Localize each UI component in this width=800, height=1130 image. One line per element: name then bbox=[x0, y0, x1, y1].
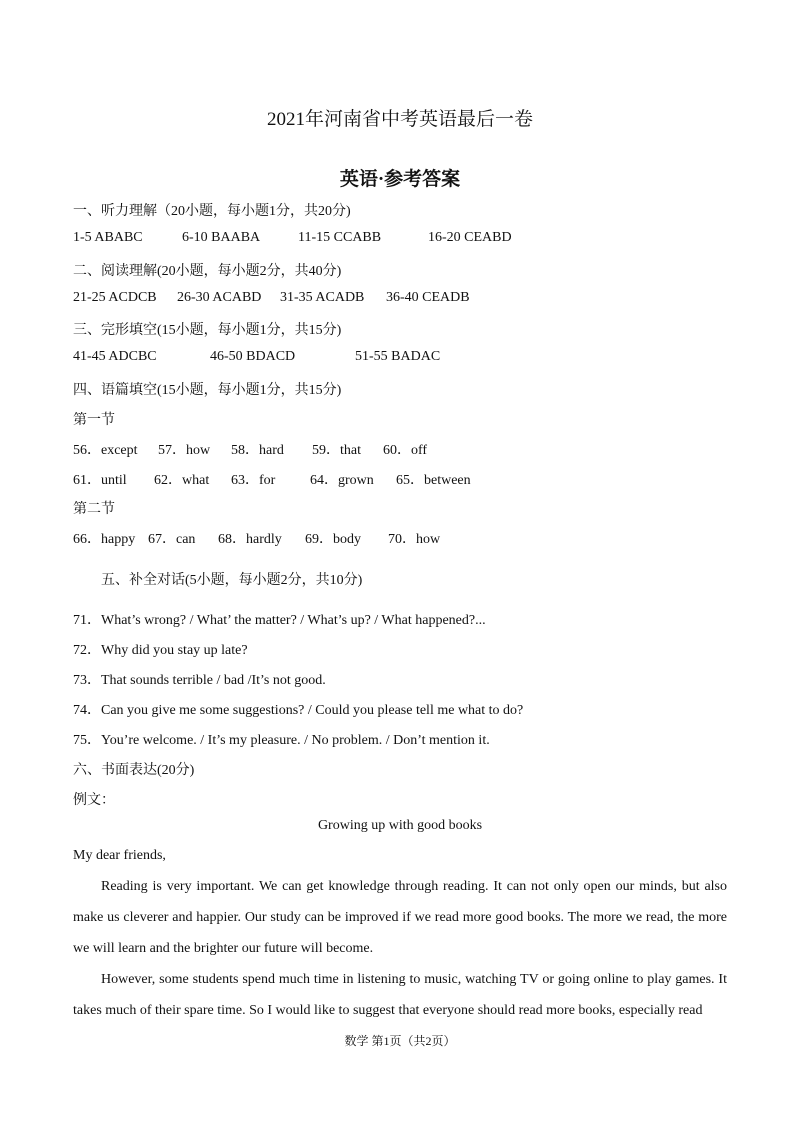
answer-group: 6-10 BAABA bbox=[182, 230, 261, 245]
section-heading-writing: 六、书面表达(20分) bbox=[73, 763, 195, 778]
answer-group: 1-5 ABABC bbox=[73, 230, 143, 245]
answer-group: 31-35 ACADB bbox=[280, 290, 365, 305]
example-label: 例文： bbox=[73, 793, 115, 808]
word-answer: 60．off bbox=[383, 443, 428, 458]
part-label-2: 第二节 bbox=[73, 502, 115, 517]
word-answer: 61．until bbox=[73, 473, 127, 488]
section-heading-reading: 二、阅读理解(20小题，每小题2分，共40分) bbox=[73, 264, 342, 279]
answer-group: 46-50 BDACD bbox=[210, 349, 296, 364]
section-heading-dialogue: 五、补全对话(5小题，每小题2分，共10分) bbox=[101, 573, 363, 588]
answer-group: 21-25 ACDCB bbox=[73, 290, 157, 305]
word-answer: 67．can bbox=[148, 532, 196, 547]
dialogue-answer: 74．Can you give me some suggestions? / Could you please tell me what to do? bbox=[73, 703, 524, 718]
word-answer: 57．how bbox=[158, 443, 211, 458]
word-answer: 68．hardly bbox=[218, 532, 282, 547]
answer-group: 16-20 CEABD bbox=[428, 230, 512, 245]
word-answer: 59．that bbox=[312, 443, 361, 458]
word-answer: 62．what bbox=[154, 473, 210, 488]
section-heading-cloze: 三、完形填空(15小题，每小题1分，共15分) bbox=[73, 323, 342, 338]
answer-group: 36-40 CEADB bbox=[386, 290, 470, 305]
dialogue-answer: 75．You’re welcome. / It’s my pleasure. / No problem. / Don’t mention it. bbox=[73, 733, 490, 748]
section-heading-listening: 一、听力理解（20小题，每小题1分，共20分) bbox=[73, 204, 351, 219]
word-answer: 70．how bbox=[388, 532, 441, 547]
dialogue-answer: 72．Why did you stay up late? bbox=[73, 643, 248, 658]
word-answer: 69．body bbox=[305, 532, 361, 547]
answer-group: 41-45 ADCBC bbox=[73, 349, 157, 364]
page-subtitle: 英语·参考答案 bbox=[339, 169, 461, 190]
answer-group: 51-55 BADAC bbox=[355, 349, 441, 364]
essay-title: Growing up with good books bbox=[317, 818, 483, 833]
dialogue-answer: 71．What’s wrong? / What’ the matter? / What’s up? / What happened?... bbox=[73, 613, 486, 628]
answer-group: 11-15 CCABB bbox=[298, 230, 382, 245]
word-answer: 64．grown bbox=[310, 473, 374, 488]
word-answer: 66．happy bbox=[73, 532, 136, 547]
word-answer: 58．hard bbox=[231, 443, 284, 458]
essay-paragraph: Reading is very important. We can get knowledge through reading. It can not only open our minds, but also make us cleverer and happier. Our study can be improved if we read more good books. The more we read, the more we will learn and the brighter our future will become. bbox=[73, 879, 727, 956]
essay-paragraph: However, some students spend much time in listening to music, watching TV or going online to play games. It takes much of their spare time. So I would like to suggest that everyone should read more books, especially read bbox=[73, 972, 727, 1018]
page-title: 2021年河南省中考英语最后一卷 bbox=[266, 109, 533, 130]
section-heading-passage-fill: 四、语篇填空(15小题，每小题1分，共15分) bbox=[73, 383, 342, 398]
answer-group: 26-30 ACABD bbox=[177, 290, 262, 305]
word-answer: 65．between bbox=[396, 473, 471, 488]
word-answer: 56．except bbox=[73, 443, 138, 458]
dialogue-answer: 73．That sounds terrible / bad /It’s not good. bbox=[73, 673, 326, 688]
word-answer: 63．for bbox=[231, 473, 276, 488]
page-footer: 数学 第1页（共2页） bbox=[344, 1034, 456, 1048]
essay-greeting: My dear friends, bbox=[73, 848, 166, 863]
part-label-1: 第一节 bbox=[73, 413, 115, 428]
